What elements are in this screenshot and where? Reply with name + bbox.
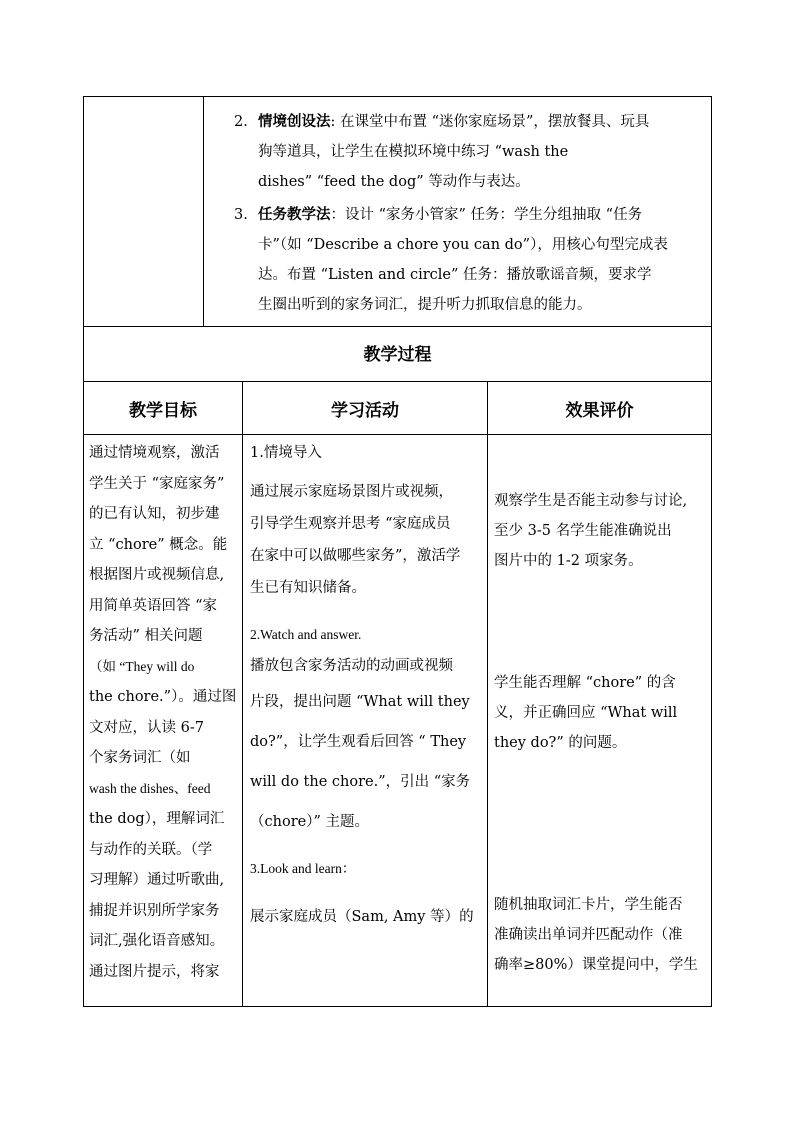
activity-line: do?”，让学生观看后回答 “ They: [250, 734, 467, 750]
evaluation-line: 准确读出单词并匹配动作（准: [494, 927, 683, 943]
goal-line: 根据图片或视频信息,: [89, 567, 225, 583]
goal-line: wash the dishes、feed: [89, 780, 211, 796]
method-title: 任务教学法: [258, 206, 331, 223]
activity-line: 2.Watch and answer.: [250, 627, 362, 642]
row-divider: [83, 326, 712, 327]
activity-line: 在家中可以做哪些家务”，激活学: [250, 548, 461, 564]
goal-line: 的已有认知，初步建: [89, 506, 220, 522]
method-text-line: : 在课堂中布置 “迷你家庭场景”，摆放餐具、玩具: [330, 114, 650, 130]
goal-line: the chore.”）。通过图: [89, 689, 237, 705]
activity-line: 展示家庭成员（Sam, Amy 等）的: [250, 909, 474, 925]
evaluation-line: 义，并正确回应 “What will: [494, 705, 678, 721]
method-text-line: 卡”（如 “Describe a chore you can do”），用核心句型完成表: [258, 237, 668, 253]
evaluation-line: 至少 3-5 名学生能准确说出: [494, 523, 672, 539]
column-header-evaluation: 效果评价: [565, 401, 634, 421]
method-text-line: 达。布置 “Listen and circle” 任务：播放歌谣音频，要求学: [258, 267, 652, 283]
section-title: 教学过程: [363, 345, 432, 365]
method-number: 2.: [234, 114, 248, 130]
activity-line: 生已有知识储备。: [250, 580, 366, 596]
evaluation-line: they do?” 的问题。: [494, 735, 627, 751]
goal-line: 务活动” 相关问题: [89, 628, 203, 644]
evaluation-line: 图片中的 1-2 项家务。: [494, 553, 643, 569]
goal-line: 用简单英语回答 “家: [89, 597, 218, 614]
goal-line: 通过情境观察，激活: [89, 445, 220, 461]
activity-line: （chore）” 主题。: [250, 814, 369, 830]
method-text-line: 狗等道具，让学生在模拟环境中练习 “wash the: [258, 144, 569, 160]
method-title: 情境创设法: [258, 113, 331, 130]
activity-line: 通过展示家庭场景图片或视频，: [250, 484, 453, 500]
goal-line: 习理解）通过听歌曲,: [89, 872, 225, 888]
activity-line: 1.情境导入: [250, 445, 322, 461]
goal-line: 个家务词汇（如: [89, 750, 191, 766]
method-text-line: 生圈出听到的家务词汇，提升听力抓取信息的能力。: [258, 297, 592, 313]
evaluation-line: 学生能否理解 “chore” 的含: [494, 675, 676, 691]
evaluation-cell: [494, 486, 708, 980]
column-divider: [487, 381, 488, 1007]
activity-line: will do the chore.”，引出 “家务: [250, 774, 471, 790]
activities-cell: [250, 438, 482, 932]
row-divider: [83, 434, 712, 435]
goal-line: 捕捉并识别所学家务: [89, 902, 220, 919]
goal-line: the dog），理解词汇: [89, 811, 225, 827]
activity-line: 片段，提出问题 “What will they: [250, 694, 470, 710]
activity-line: 引导学生观察并思考 “家庭成员: [250, 516, 451, 532]
goal-line: 学生关于 “家庭家务”: [89, 475, 225, 492]
evaluation-line: 随机抽取词汇卡片，学生能否: [494, 897, 683, 913]
activity-line: 3.Look and learn：: [250, 861, 356, 876]
goal-line: 与动作的关联。（学: [89, 841, 213, 858]
top-section-divider: [203, 96, 204, 327]
goal-line: （如 “They will do: [89, 658, 195, 674]
activity-line: 播放包含家务活动的动画或视频: [250, 658, 453, 674]
evaluation-line: 观察学生是否能主动参与讨论,: [494, 493, 688, 509]
method-text-line: ：设计 “家务小管家” 任务：学生分组抽取 “任务: [330, 207, 643, 223]
goal-line: 文对应，认读 6-7: [89, 719, 204, 736]
goal-line: 立 “chore” 概念。能: [89, 536, 228, 553]
goals-cell: [89, 438, 239, 987]
goal-line: 词汇,强化语音感知。: [89, 933, 225, 949]
evaluation-line: 确率≥80%）课堂提问中，学生: [494, 957, 698, 973]
row-divider: [83, 381, 712, 382]
column-header-goals: 教学目标: [129, 401, 197, 421]
column-header-activities: 学习活动: [331, 401, 399, 421]
method-number: 3.: [234, 207, 248, 223]
method-text-line: dishes” “feed the dog” 等动作与表达。: [258, 174, 530, 190]
goal-line: 通过图片提示，将家: [89, 963, 220, 980]
column-divider: [242, 381, 243, 1007]
